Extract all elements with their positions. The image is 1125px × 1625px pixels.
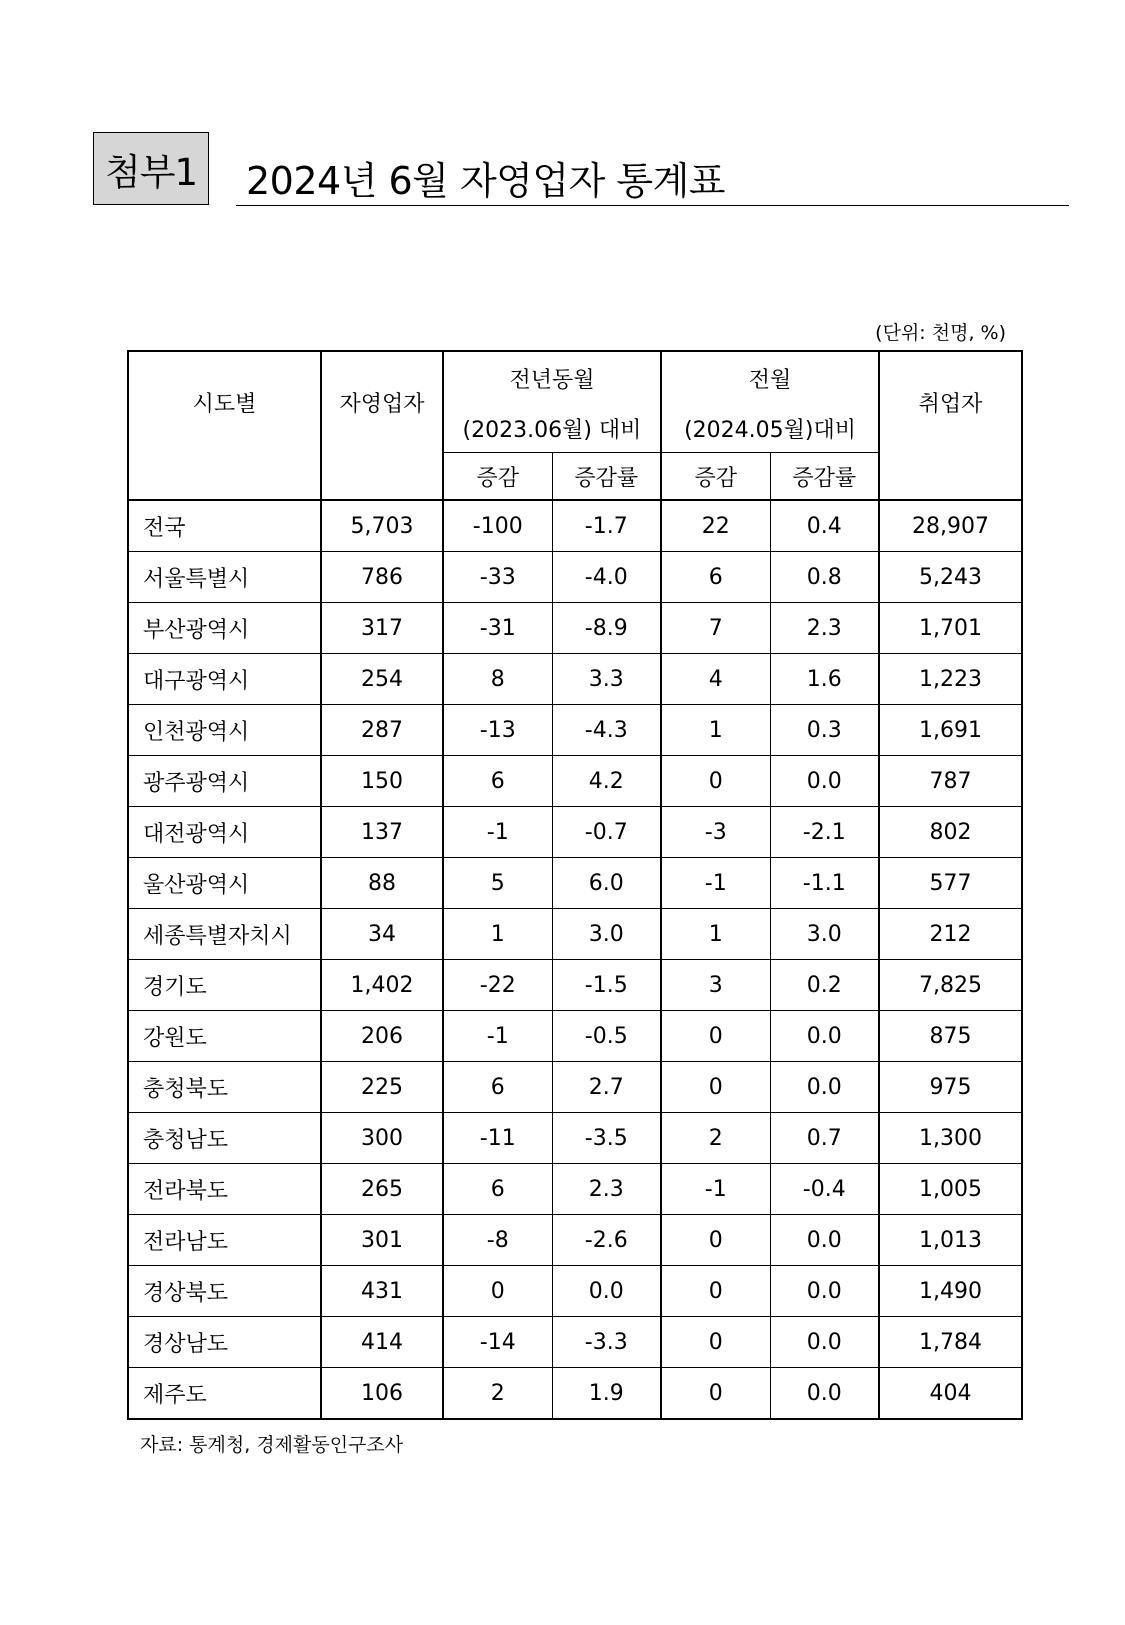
cell-mom-change: 3 [661, 960, 770, 1011]
cell-yoy-rate: -2.6 [552, 1215, 661, 1266]
table-row [128, 603, 1022, 654]
table-row [128, 858, 1022, 909]
cell-yoy-rate: 3.0 [552, 909, 661, 960]
header-yoy-rate: 증감률 [552, 453, 661, 501]
cell-employed: 975 [879, 1062, 1022, 1113]
table-row [128, 552, 1022, 603]
cell-employed: 1,013 [879, 1215, 1022, 1266]
cell-yoy-rate: -0.5 [552, 1011, 661, 1062]
cell-region: 대전광역시 [128, 807, 321, 858]
cell-employed: 1,490 [879, 1266, 1022, 1317]
cell-self-employed: 301 [321, 1215, 443, 1266]
table-row [128, 909, 1022, 960]
cell-mom-rate: 0.0 [770, 1215, 879, 1266]
cell-employed: 1,223 [879, 654, 1022, 705]
cell-mom-rate: 3.0 [770, 909, 879, 960]
cell-region: 서울특별시 [128, 552, 321, 603]
cell-yoy-rate: 1.9 [552, 1368, 661, 1420]
cell-yoy-change: 6 [443, 1164, 552, 1215]
cell-mom-rate: 0.0 [770, 756, 879, 807]
cell-self-employed: 137 [321, 807, 443, 858]
cell-employed: 1,701 [879, 603, 1022, 654]
attachment-tag [93, 132, 209, 205]
cell-yoy-rate: -8.9 [552, 603, 661, 654]
table-row [128, 1011, 1022, 1062]
cell-employed: 1,300 [879, 1113, 1022, 1164]
cell-mom-change: 7 [661, 603, 770, 654]
cell-yoy-rate: 2.3 [552, 1164, 661, 1215]
cell-yoy-rate: -4.0 [552, 552, 661, 603]
header-prev-year-line2: (2023.06월) 대비 [443, 404, 661, 453]
statistics-table [127, 350, 1023, 1420]
table-body [128, 500, 1022, 1419]
cell-region: 세종특별자치시 [128, 909, 321, 960]
cell-employed: 1,691 [879, 705, 1022, 756]
cell-employed: 802 [879, 807, 1022, 858]
cell-yoy-change: 0 [443, 1266, 552, 1317]
cell-yoy-rate: -4.3 [552, 705, 661, 756]
cell-yoy-rate: 0.0 [552, 1266, 661, 1317]
cell-mom-change: 1 [661, 909, 770, 960]
header-employed-spacer [879, 453, 1022, 501]
cell-mom-change: 0 [661, 1011, 770, 1062]
cell-mom-rate: 0.4 [770, 500, 879, 552]
cell-self-employed: 1,402 [321, 960, 443, 1011]
table-row [128, 960, 1022, 1011]
cell-mom-change: -1 [661, 1164, 770, 1215]
cell-yoy-change: 6 [443, 1062, 552, 1113]
cell-self-employed: 431 [321, 1266, 443, 1317]
cell-yoy-rate: -3.3 [552, 1317, 661, 1368]
cell-employed: 875 [879, 1011, 1022, 1062]
table-row [128, 500, 1022, 552]
cell-mom-rate: 0.3 [770, 705, 879, 756]
table-row [128, 1317, 1022, 1368]
cell-region: 울산광역시 [128, 858, 321, 909]
cell-yoy-change: 6 [443, 756, 552, 807]
cell-yoy-change: -100 [443, 500, 552, 552]
table-row [128, 807, 1022, 858]
unit-note: (단위: 천명, %) [875, 322, 1006, 344]
header-employed: 취업자 [879, 351, 1022, 453]
header-prev-month-line2: (2024.05월)대비 [661, 404, 879, 453]
cell-mom-rate: 0.0 [770, 1266, 879, 1317]
table-row [128, 654, 1022, 705]
cell-employed: 577 [879, 858, 1022, 909]
cell-self-employed: 254 [321, 654, 443, 705]
cell-region: 경상남도 [128, 1317, 321, 1368]
cell-yoy-change: -33 [443, 552, 552, 603]
cell-mom-rate: 0.8 [770, 552, 879, 603]
cell-yoy-change: -8 [443, 1215, 552, 1266]
header-yoy-change: 증감 [443, 453, 552, 501]
cell-mom-rate: 0.2 [770, 960, 879, 1011]
cell-yoy-rate: -3.5 [552, 1113, 661, 1164]
cell-mom-change: 4 [661, 654, 770, 705]
table-row [128, 1266, 1022, 1317]
cell-yoy-change: 8 [443, 654, 552, 705]
cell-self-employed: 88 [321, 858, 443, 909]
cell-mom-rate: 2.3 [770, 603, 879, 654]
source-note: 자료: 통계청, 경제활동인구조사 [140, 1434, 404, 1456]
table-row [128, 705, 1022, 756]
table-row [128, 1062, 1022, 1113]
cell-yoy-change: 2 [443, 1368, 552, 1420]
cell-yoy-rate: -1.7 [552, 500, 661, 552]
cell-yoy-change: -31 [443, 603, 552, 654]
cell-yoy-change: 5 [443, 858, 552, 909]
cell-mom-rate: -2.1 [770, 807, 879, 858]
cell-self-employed: 265 [321, 1164, 443, 1215]
cell-region: 부산광역시 [128, 603, 321, 654]
cell-mom-change: 22 [661, 500, 770, 552]
cell-mom-rate: 1.6 [770, 654, 879, 705]
cell-mom-change: 2 [661, 1113, 770, 1164]
cell-self-employed: 414 [321, 1317, 443, 1368]
cell-employed: 28,907 [879, 500, 1022, 552]
cell-yoy-rate: -1.5 [552, 960, 661, 1011]
cell-employed: 787 [879, 756, 1022, 807]
cell-yoy-rate: -0.7 [552, 807, 661, 858]
cell-region: 전국 [128, 500, 321, 552]
cell-yoy-rate: 2.7 [552, 1062, 661, 1113]
cell-self-employed: 786 [321, 552, 443, 603]
cell-yoy-rate: 4.2 [552, 756, 661, 807]
header-region: 시도별 [128, 351, 321, 453]
cell-mom-rate: 0.0 [770, 1317, 879, 1368]
cell-yoy-change: -1 [443, 1011, 552, 1062]
cell-self-employed: 317 [321, 603, 443, 654]
header-region-spacer [128, 453, 321, 501]
cell-mom-change: -1 [661, 858, 770, 909]
cell-region: 인천광역시 [128, 705, 321, 756]
table-row [128, 1368, 1022, 1420]
cell-yoy-change: -14 [443, 1317, 552, 1368]
header-prev-year-line1: 전년동월 [443, 351, 661, 404]
cell-yoy-change: 1 [443, 909, 552, 960]
header-self-employed: 자영업자 [321, 351, 443, 453]
cell-employed: 7,825 [879, 960, 1022, 1011]
cell-region: 광주광역시 [128, 756, 321, 807]
cell-mom-rate: -1.1 [770, 858, 879, 909]
cell-region: 경기도 [128, 960, 321, 1011]
cell-yoy-rate: 6.0 [552, 858, 661, 909]
cell-yoy-change: -22 [443, 960, 552, 1011]
cell-region: 충청남도 [128, 1113, 321, 1164]
cell-mom-rate: 0.0 [770, 1062, 879, 1113]
header-self-employed-spacer [321, 453, 443, 501]
cell-mom-change: 0 [661, 1317, 770, 1368]
cell-mom-change: -3 [661, 807, 770, 858]
table-row [128, 756, 1022, 807]
cell-mom-rate: 0.7 [770, 1113, 879, 1164]
cell-mom-change: 0 [661, 1215, 770, 1266]
cell-mom-change: 0 [661, 1368, 770, 1420]
cell-self-employed: 150 [321, 756, 443, 807]
cell-mom-change: 0 [661, 1266, 770, 1317]
cell-self-employed: 206 [321, 1011, 443, 1062]
cell-self-employed: 287 [321, 705, 443, 756]
cell-yoy-change: -13 [443, 705, 552, 756]
cell-employed: 1,784 [879, 1317, 1022, 1368]
table-row [128, 1164, 1022, 1215]
cell-mom-change: 6 [661, 552, 770, 603]
cell-region: 제주도 [128, 1368, 321, 1420]
cell-self-employed: 225 [321, 1062, 443, 1113]
cell-yoy-rate: 3.3 [552, 654, 661, 705]
cell-mom-rate: -0.4 [770, 1164, 879, 1215]
cell-mom-change: 0 [661, 1062, 770, 1113]
header-prev-month-line1: 전월 [661, 351, 879, 404]
cell-self-employed: 300 [321, 1113, 443, 1164]
cell-employed: 1,005 [879, 1164, 1022, 1215]
cell-region: 강원도 [128, 1011, 321, 1062]
cell-region: 대구광역시 [128, 654, 321, 705]
header-mom-rate: 증감률 [770, 453, 879, 501]
cell-yoy-change: -1 [443, 807, 552, 858]
cell-self-employed: 106 [321, 1368, 443, 1420]
cell-region: 전라남도 [128, 1215, 321, 1266]
cell-mom-change: 1 [661, 705, 770, 756]
page-title: 2024년 6월 자영업자 통계표 [246, 159, 725, 203]
cell-region: 전라북도 [128, 1164, 321, 1215]
cell-mom-rate: 0.0 [770, 1011, 879, 1062]
table-row [128, 1113, 1022, 1164]
cell-mom-rate: 0.0 [770, 1368, 879, 1420]
table-row [128, 1215, 1022, 1266]
cell-employed: 5,243 [879, 552, 1022, 603]
header-mom-change: 증감 [661, 453, 770, 501]
cell-employed: 404 [879, 1368, 1022, 1420]
cell-employed: 212 [879, 909, 1022, 960]
cell-mom-change: 0 [661, 756, 770, 807]
cell-self-employed: 5,703 [321, 500, 443, 552]
attachment-tag-label: 첨부1 [104, 150, 198, 194]
cell-self-employed: 34 [321, 909, 443, 960]
cell-region: 충청북도 [128, 1062, 321, 1113]
cell-region: 경상북도 [128, 1266, 321, 1317]
title-underline [236, 205, 1069, 206]
cell-yoy-change: -11 [443, 1113, 552, 1164]
